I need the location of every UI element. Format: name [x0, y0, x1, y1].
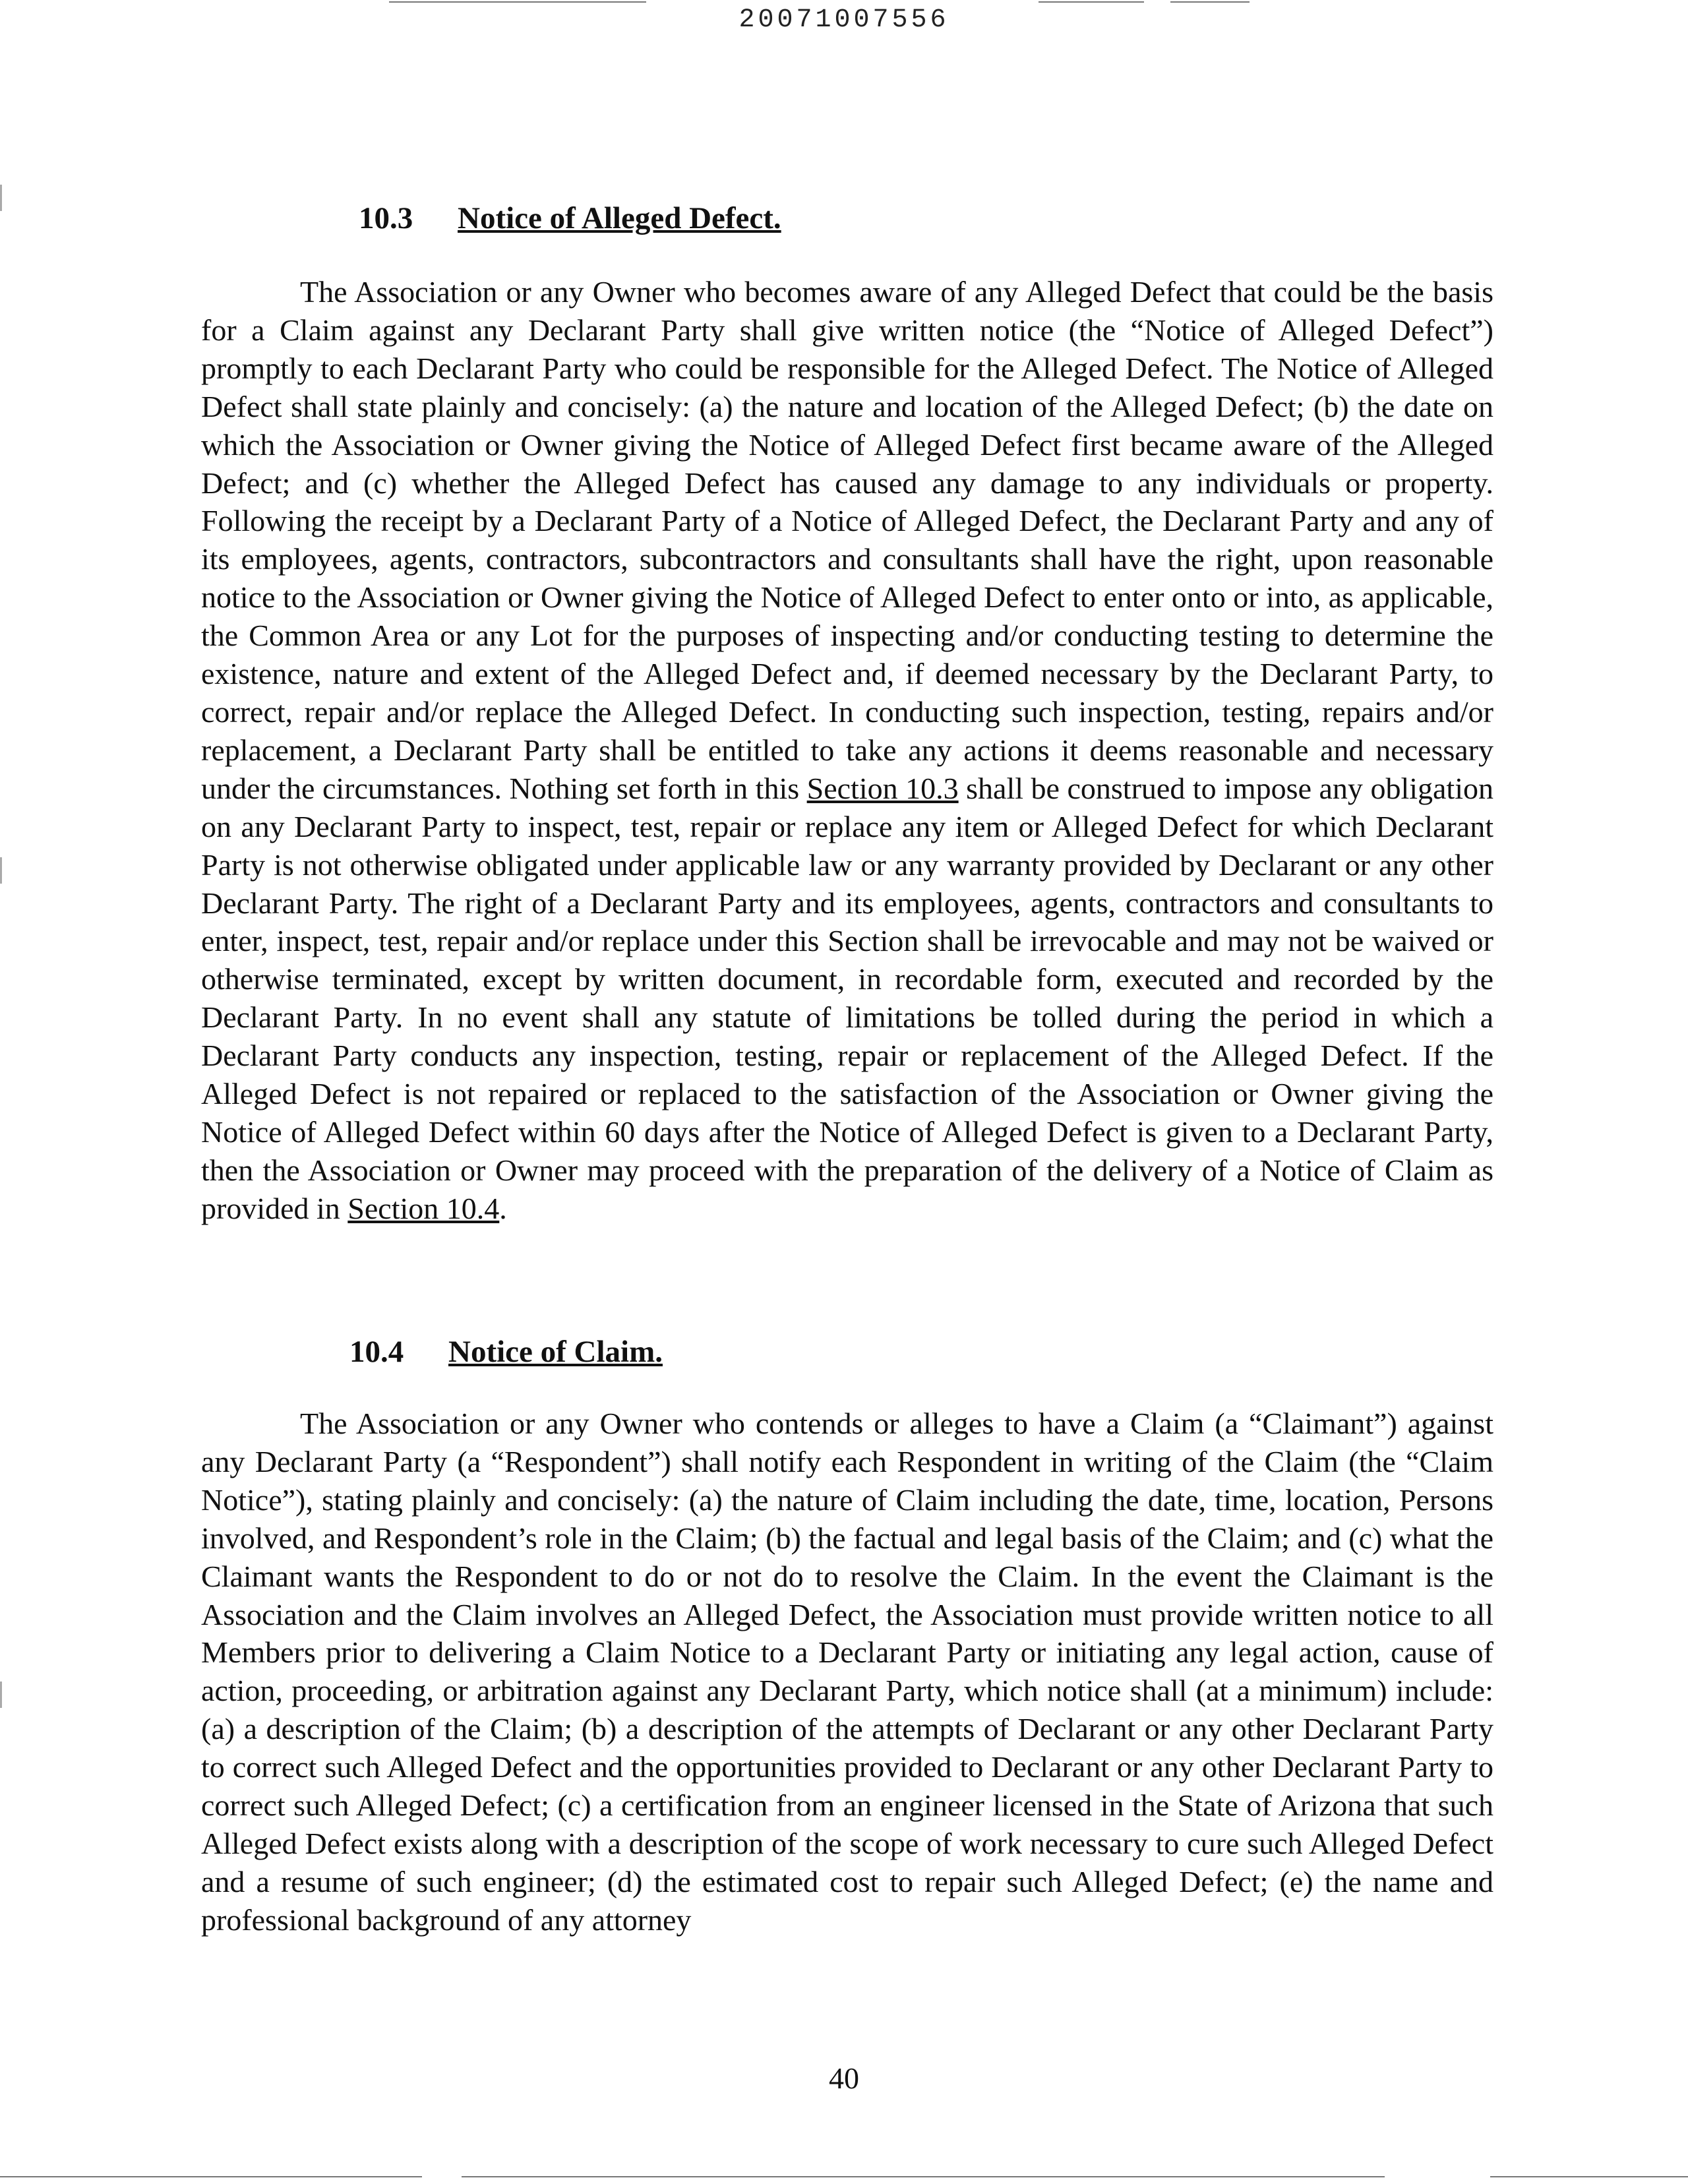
- section-reference: Section 10.3: [806, 771, 959, 805]
- section-title: Notice of Alleged Defect.: [458, 201, 781, 235]
- body-text: The Association or any Owner who contends or alleges to have a Claim (a “Claimant”) against any Declarant Party (a “Respondent”) shall notify each Respondent in writing of the Claim (the “Claim Notice”), stating plainly and concisely: (a) the nature of Claim including the date, time, location, Persons involved, and Respondent’s role in the Claim; (b) the factual and legal basis of the Claim; and (c) what the Claimant wants the Respondent to do or not do to resolve the Claim. In the event the Claimant is the Association and the Claim involves an Alleged Defect, the Association must provide written notice to all Members prior to delivering a Claim Notice to a Declarant Party or initiating any legal action, cause of action, proceeding, or arbitration against any Declarant Party, which notice shall (at a minimum) include: (a) a description of the Claim; (b) a description of the attempts of Declarant or any other Declarant Party to correct such Alleged Defect and the opportunities provided to Declarant or any other Declarant Party to correct such Alleged Defect; (c) a certification from an engineer licensed in the State of Arizona that such Alleged Defect exists along with a description of the scope of work necessary to cure such Alleged Defect and a resume of such engineer; (d) the estimated cost to repair such Alleged Defect; (e) the name and professional background of any attorney: [201, 1407, 1493, 1937]
- section-number: 10.4: [349, 1335, 404, 1369]
- scan-edge-mark: [0, 185, 2, 211]
- body-text: shall be construed to impose any obligation on any Declarant Party to inspect, test, repair or replace any item or Alleged Defect for which Declarant Party is not otherwise obligated under applicable law or any warranty provided by Declarant or any other Declarant Party. The right of a Declarant Party and its employees, agents, contractors and consultants to enter, inspect, test, repair and/or replace under this Section shall be irrevocable and may not be waived or otherwise terminated, except by written document, in recordable form, executed and recorded by the Declarant Party. In no event shall any statute of limitations be tolled during the period in which a Declarant Party conducts any inspection, testing, repair or replacement of the Alleged Defect. If the Alleged Defect is not repaired or replaced to the satisfaction of the Association or Owner giving the Notice of Alleged Defect within 60 days after the Notice of Alleged Defect is given to a Declarant Party, then the Association or Owner may proceed with the preparation of the delivery of a Notice of Claim as provided in: [201, 771, 1493, 1225]
- document-number: 20071007556: [738, 5, 950, 35]
- scan-edge-mark: [0, 1682, 2, 1708]
- section-title: Notice of Claim.: [448, 1335, 663, 1369]
- scan-artifact-line: [0, 2176, 422, 2177]
- body-text: .: [499, 1191, 507, 1225]
- section-10-4-body: [201, 1405, 1493, 1939]
- scan-edge-mark: [0, 857, 2, 884]
- page-number: 40: [829, 2061, 859, 2095]
- scan-artifact-line: [1039, 1, 1144, 3]
- section-reference: Section 10.4: [347, 1191, 500, 1225]
- section-heading-10-3: [359, 200, 781, 237]
- section-number: 10.3: [359, 201, 413, 235]
- section-heading-10-4: [349, 1333, 663, 1370]
- scan-artifact-line: [462, 2176, 1385, 2177]
- body-text: The Association or any Owner who becomes aware of any Alleged Defect that could be the basis for a Claim against any Declarant Party shall give written notice (the “Notice of Alleged Defect”) promptly to each Declarant Party who could be responsible for the Alleged Defect. The Notice of Alleged Defect shall state plainly and concisely: (a) the nature and location of the Alleged Defect; (b) the date on which the Association or Owner giving the Notice of Alleged Defect first became aware of the Alleged Defect; and (c) whether the Alleged Defect has caused any damage to any individuals or property. Following the receipt by a Declarant Party of a Notice of Alleged Defect, the Declarant Party and any of its employees, agents, contractors, subcontractors and consultants shall have the right, upon reasonable notice to the Association or Owner giving the Notice of Alleged Defect to enter onto or into, as applicable, the Common Area or any Lot for the purposes of inspecting and/or conducting testing to determine the existence, nature and extent of the Alleged Defect and, if deemed necessary by the Declarant Party, to correct, repair and/or replace the Alleged Defect. In conducting such inspection, testing, repairs and/or replacement, a Declarant Party shall be entitled to take any actions it deems reasonable and necessary under the circumstances. Nothing set forth in this: [201, 275, 1493, 805]
- scan-artifact-line: [389, 1, 646, 3]
- scan-artifact-line: [1490, 2176, 1688, 2177]
- section-10-3-body: [201, 273, 1493, 1228]
- scan-artifact-line: [1170, 1, 1250, 3]
